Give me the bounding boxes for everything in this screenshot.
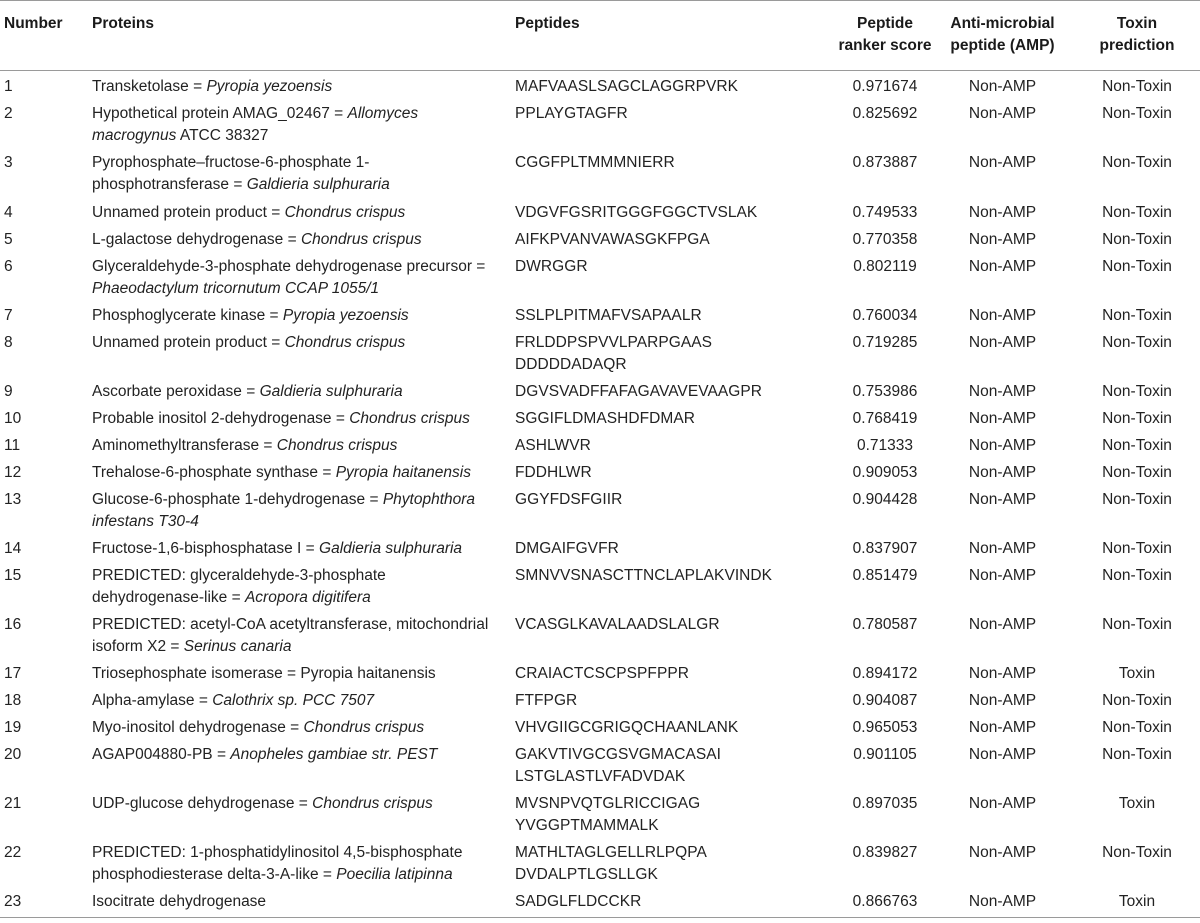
protein-name: Unnamed protein product =	[92, 334, 285, 351]
row-number: 13	[4, 491, 22, 508]
protein-cell	[92, 690, 502, 712]
header-number: Number	[4, 15, 63, 32]
species-name: Chondrus crispus	[303, 719, 425, 736]
amp-prediction: Non-AMP	[968, 616, 1037, 633]
ranker-score: 0.760034	[852, 307, 918, 324]
row-number: 3	[4, 154, 13, 171]
row-number: 5	[4, 231, 13, 248]
row-number: 2	[4, 105, 13, 122]
species-name: Galdieria sulphuraria	[259, 383, 403, 400]
peptide-sequence: DGVSVADFFAFAGAVAVEVAAGPR	[515, 383, 762, 400]
toxin-prediction: Toxin	[1118, 893, 1156, 910]
protein-cell	[92, 202, 502, 224]
protein-name: Isocitrate dehydrogenase	[92, 893, 267, 910]
species-name: Chondrus crispus	[284, 204, 406, 221]
header-amp-line2: peptide (AMP)	[950, 37, 1055, 54]
protein-name: AGAP004880-PB =	[92, 746, 231, 763]
protein-cell	[92, 744, 502, 766]
amp-prediction: Non-AMP	[968, 154, 1037, 171]
peptide-sequence: MVSNPVQTGLRICCIGAG YVGGPTMAMMALK	[515, 795, 701, 834]
protein-name: Probable inositol 2-dehydrogenase =	[92, 410, 350, 427]
row-number: 21	[4, 795, 22, 812]
amp-prediction: Non-AMP	[968, 719, 1037, 736]
row-number: 6	[4, 258, 13, 275]
toxin-prediction: Non-Toxin	[1102, 464, 1172, 481]
protein-name: PREDICTED: glyceraldehyde-3-phosphate dehydrogenase-like =	[92, 567, 386, 606]
protein-cell	[92, 408, 502, 430]
row-number: 19	[4, 719, 22, 736]
peptide-sequence: GAKVTIVGCGSVGMACASAI LSTGLASTLVFADVDAK	[515, 746, 721, 785]
protein-name: PREDICTED: acetyl-CoA acetyltransferase, mitochondrial isoform X2 =	[92, 616, 489, 655]
toxin-prediction: Non-Toxin	[1102, 719, 1172, 736]
species-name: Pyropia yezoensis	[282, 307, 409, 324]
header-amp	[935, 13, 1070, 57]
protein-name: UDP-glucose dehydrogenase =	[92, 795, 313, 812]
header-peptides: Peptides	[515, 15, 580, 32]
peptide-sequence: VDGVFGSRITGGGFGGCTVSLAK	[515, 204, 758, 221]
protein-cell	[92, 381, 502, 403]
protein-cell	[92, 256, 502, 300]
toxin-prediction: Toxin	[1118, 665, 1156, 682]
ranker-score: 0.770358	[852, 231, 918, 248]
peptide-sequence: CGGFPLTMMMNIERR	[515, 154, 675, 171]
toxin-prediction: Non-Toxin	[1102, 231, 1172, 248]
row-number: 15	[4, 567, 22, 584]
ranker-score: 0.873887	[852, 154, 918, 171]
species-name: Chondrus crispus	[276, 437, 398, 454]
species-name: Acropora digitifera	[244, 589, 371, 606]
header-toxin-line2: prediction	[1099, 37, 1175, 54]
header-toxin	[1078, 13, 1196, 57]
toxin-prediction: Non-Toxin	[1102, 334, 1172, 351]
protein-cell	[92, 793, 502, 815]
protein-name: Myo-inositol dehydrogenase =	[92, 719, 304, 736]
species-name: Pyropia yezoensis	[206, 78, 333, 95]
row-number: 1	[4, 78, 13, 95]
amp-prediction: Non-AMP	[968, 844, 1037, 861]
protein-name: Hypothetical protein AMAG_02467 =	[92, 105, 348, 122]
peptide-sequence: VCASGLKAVALAADSLALGR	[515, 616, 720, 633]
protein-name: Glucose-6-phosphate 1-dehydrogenase =	[92, 491, 383, 508]
header-score-line2: ranker score	[838, 37, 932, 54]
toxin-prediction: Non-Toxin	[1102, 258, 1172, 275]
peptide-sequence: FTFPGR	[515, 692, 578, 709]
row-number: 14	[4, 540, 22, 557]
toxin-prediction: Non-Toxin	[1102, 540, 1172, 557]
peptide-sequence: FDDHLWR	[515, 464, 592, 481]
species-name: Chondrus crispus	[349, 410, 470, 427]
species-name: Poecilia latipinna	[336, 866, 453, 883]
species-name: Galdieria sulphuraria	[319, 540, 463, 557]
protein-cell	[92, 103, 502, 147]
toxin-prediction: Non-Toxin	[1102, 844, 1172, 861]
protein-cell	[92, 462, 502, 484]
table-bottom-rule	[0, 917, 1200, 918]
ranker-score: 0.866763	[852, 893, 918, 910]
peptide-sequence: SGGIFLDMASHDFDMAR	[515, 410, 695, 427]
amp-prediction: Non-AMP	[968, 105, 1037, 122]
header-amp-line1: Anti-microbial	[950, 15, 1055, 32]
species-name: Chondrus crispus	[284, 334, 406, 351]
row-number: 17	[4, 665, 22, 682]
toxin-prediction: Non-Toxin	[1102, 204, 1172, 221]
species-suffix: ATCC 38327	[176, 127, 269, 144]
species-name: Calothrix sp. PCC 7507	[212, 692, 375, 709]
protein-cell	[92, 435, 502, 457]
amp-prediction: Non-AMP	[968, 464, 1037, 481]
header-proteins: Proteins	[92, 15, 155, 32]
row-number: 7	[4, 307, 13, 324]
toxin-prediction: Non-Toxin	[1102, 616, 1172, 633]
amp-prediction: Non-AMP	[968, 334, 1037, 351]
species-name: Anopheles gambiae str. PEST	[230, 746, 438, 763]
protein-name: L-galactose dehydrogenase =	[92, 231, 301, 248]
amp-prediction: Non-AMP	[968, 437, 1037, 454]
ranker-score: 0.965053	[852, 719, 918, 736]
protein-cell	[92, 842, 502, 886]
protein-name: PREDICTED: 1-phosphatidylinositol 4,5-bisphosphate phosphodiesterase delta-3-A-like =	[92, 844, 463, 883]
toxin-prediction: Non-Toxin	[1102, 105, 1172, 122]
peptide-sequence: PPLAYGTAGFR	[515, 105, 628, 122]
protein-name: Aminomethyltransferase =	[92, 437, 277, 454]
row-number: 20	[4, 746, 22, 763]
amp-prediction: Non-AMP	[968, 204, 1037, 221]
peptide-sequence: CRAIACTCSCPSPFPPR	[515, 665, 689, 682]
amp-prediction: Non-AMP	[968, 231, 1037, 248]
protein-name: Transketolase =	[92, 78, 207, 95]
protein-name: Unnamed protein product =	[92, 204, 285, 221]
amp-prediction: Non-AMP	[968, 540, 1037, 557]
protein-name: Glyceraldehyde-3-phosphate dehydrogenase precursor =	[92, 258, 486, 275]
row-number: 23	[4, 893, 22, 910]
header-rule	[0, 70, 1200, 71]
amp-prediction: Non-AMP	[968, 383, 1037, 400]
peptide-sequence: MAFVAASLSAGCLAGGRPVRK	[515, 78, 738, 95]
ranker-score: 0.909053	[852, 464, 918, 481]
header-score-line1: Peptide	[857, 15, 913, 32]
ranker-score: 0.749533	[852, 204, 918, 221]
protein-cell	[92, 489, 502, 533]
protein-cell	[92, 76, 502, 98]
peptide-sequence: SMNVVSNASCTTNCLAPLAKVINDK	[515, 567, 773, 584]
protein-cell	[92, 614, 502, 658]
protein-cell	[92, 891, 502, 913]
protein-name: Fructose-1,6-bisphosphatase I =	[92, 540, 320, 557]
ranker-score: 0.904087	[852, 692, 918, 709]
row-number: 9	[4, 383, 13, 400]
amp-prediction: Non-AMP	[968, 410, 1037, 427]
peptide-sequence: AIFKPVANVAWASGKFPGA	[515, 231, 710, 248]
species-name: Chondrus crispus	[300, 231, 422, 248]
row-number: 22	[4, 844, 22, 861]
protein-name: Pyrophosphate–fructose-6-phosphate 1-phosphotransferase =	[92, 154, 370, 193]
species-name: Phytophthora infestans T30-4	[92, 491, 476, 530]
peptide-sequence: DWRGGR	[515, 258, 588, 275]
ranker-score: 0.897035	[852, 795, 918, 812]
toxin-prediction: Non-Toxin	[1102, 154, 1172, 171]
row-number: 18	[4, 692, 22, 709]
amp-prediction: Non-AMP	[968, 692, 1037, 709]
protein-cell	[92, 152, 502, 196]
toxin-prediction: Non-Toxin	[1102, 78, 1172, 95]
protein-cell	[92, 565, 502, 609]
peptide-sequence: MATHLTAGLGELLRLPQPA DVDALPTLGSLLGK	[515, 844, 707, 883]
ranker-score: 0.825692	[852, 105, 918, 122]
ranker-score: 0.901105	[853, 746, 917, 763]
amp-prediction: Non-AMP	[968, 795, 1037, 812]
species-name: Pyropia haitanensis	[335, 464, 471, 481]
row-number: 11	[4, 437, 21, 454]
ranker-score: 0.904428	[852, 491, 918, 508]
peptide-sequence: ASHLWVR	[515, 437, 591, 454]
species-name: Chondrus crispus	[312, 795, 433, 812]
peptide-sequence: DMGAIFGVFR	[515, 540, 619, 557]
protein-cell	[92, 663, 502, 685]
protein-name: Phosphoglycerate kinase =	[92, 307, 283, 324]
toxin-prediction: Non-Toxin	[1102, 567, 1172, 584]
row-number: 12	[4, 464, 22, 481]
ranker-score: 0.719285	[852, 334, 918, 351]
ranker-score: 0.71333	[856, 437, 914, 454]
species-name: Galdieria sulphuraria	[246, 176, 390, 193]
header-toxin-line1: Toxin	[1116, 15, 1158, 32]
peptide-sequence: GGYFDSFGIIR	[515, 491, 623, 508]
protein-cell	[92, 538, 502, 560]
toxin-prediction: Non-Toxin	[1102, 491, 1172, 508]
amp-prediction: Non-AMP	[968, 893, 1037, 910]
amp-prediction: Non-AMP	[968, 491, 1037, 508]
amp-prediction: Non-AMP	[968, 78, 1037, 95]
table-top-rule	[0, 0, 1200, 1]
toxin-prediction: Toxin	[1118, 795, 1156, 812]
peptide-sequence: VHVGIIGCGRIGQCHAANLANK	[515, 719, 739, 736]
protein-cell	[92, 305, 502, 327]
ranker-score: 0.780587	[852, 616, 918, 633]
toxin-prediction: Non-Toxin	[1102, 437, 1172, 454]
row-number: 8	[4, 334, 13, 351]
amp-prediction: Non-AMP	[968, 665, 1037, 682]
protein-cell	[92, 332, 502, 354]
ranker-score: 0.837907	[852, 540, 918, 557]
toxin-prediction: Non-Toxin	[1102, 410, 1172, 427]
row-number: 4	[4, 204, 13, 221]
row-number: 10	[4, 410, 22, 427]
species-name: Allomyces macrogynus	[92, 105, 419, 144]
peptide-sequence: SADGLFLDCCKR	[515, 893, 642, 910]
ranker-score: 0.971674	[852, 78, 918, 95]
protein-cell	[92, 717, 502, 739]
ranker-score: 0.768419	[852, 410, 918, 427]
ranker-score: 0.851479	[852, 567, 918, 584]
toxin-prediction: Non-Toxin	[1102, 692, 1172, 709]
amp-prediction: Non-AMP	[968, 567, 1037, 584]
amp-prediction: Non-AMP	[968, 258, 1037, 275]
toxin-prediction: Non-Toxin	[1102, 746, 1172, 763]
peptide-sequence: SSLPLPITMAFVSAPAALR	[515, 307, 702, 324]
protein-name: Ascorbate peroxidase =	[92, 383, 260, 400]
toxin-prediction: Non-Toxin	[1102, 307, 1172, 324]
protein-name: Trehalose-6-phosphate synthase =	[92, 464, 336, 481]
ranker-score: 0.894172	[852, 665, 918, 682]
protein-name: Alpha-amylase =	[92, 692, 213, 709]
ranker-score: 0.839827	[852, 844, 918, 861]
protein-cell	[92, 229, 502, 251]
row-number: 16	[4, 616, 22, 633]
species-name: Phaeodactylum tricornutum CCAP 1055/1	[92, 280, 380, 297]
toxin-prediction: Non-Toxin	[1102, 383, 1172, 400]
ranker-score: 0.802119	[853, 258, 917, 275]
amp-prediction: Non-AMP	[968, 307, 1037, 324]
species-name: Serinus canaria	[183, 638, 292, 655]
peptide-sequence: FRLDDPSPVVLPARPGAAS DDDDDADAQR	[515, 334, 713, 373]
amp-prediction: Non-AMP	[968, 746, 1037, 763]
ranker-score: 0.753986	[852, 383, 918, 400]
protein-name: Triosephosphate isomerase = Pyropia haitanensis	[92, 665, 436, 682]
